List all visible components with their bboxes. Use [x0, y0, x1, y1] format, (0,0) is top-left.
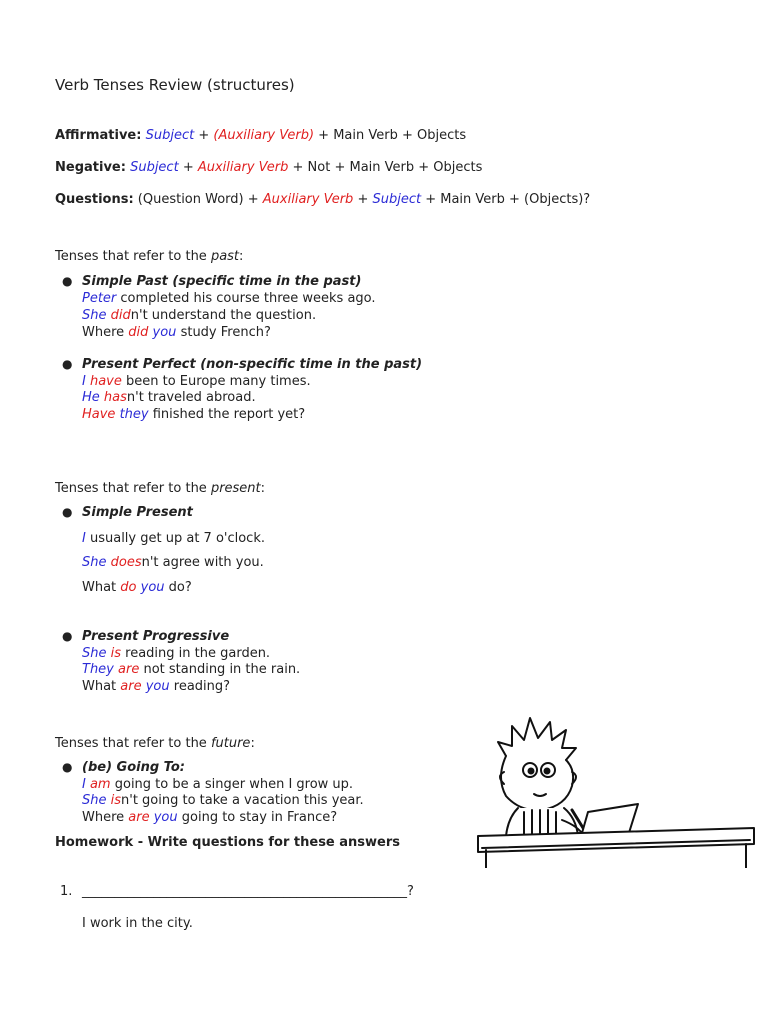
- simple-present-heading: Simple Present: [82, 505, 193, 520]
- intro-tense-word: present: [210, 481, 261, 496]
- example-question-word: What: [82, 679, 121, 694]
- negative-structure: [55, 159, 482, 176]
- example-auxiliary: are: [118, 662, 140, 677]
- answer-blank[interactable]: __________________________________________________?: [82, 884, 414, 899]
- head: [501, 756, 573, 810]
- present-progressive-heading: Present Progressive: [82, 629, 230, 644]
- subject-term: Subject: [145, 128, 195, 143]
- hair-spikes: [498, 718, 576, 760]
- example-sentence: [82, 645, 270, 662]
- subject-term: Subject: [372, 192, 422, 207]
- example-subject: you: [148, 325, 177, 340]
- example-sentence: [82, 554, 264, 571]
- question-number: 1.: [60, 884, 73, 899]
- example-rest: not standing in the rain.: [139, 662, 301, 677]
- example-auxiliary: have: [89, 374, 122, 389]
- future-intro: [55, 735, 255, 752]
- example-rest: study French?: [176, 325, 271, 340]
- intro-colon: :: [260, 481, 266, 496]
- questions-label: Questions:: [55, 192, 134, 207]
- example-rest: n't going to take a vacation this year.: [121, 793, 364, 808]
- going-to-heading: (be) Going To:: [82, 760, 185, 775]
- example-subject: you: [149, 810, 178, 825]
- negative-label: Negative:: [55, 160, 126, 175]
- homework-heading: Homework - Write questions for these answers: [55, 835, 401, 850]
- answer-text: I work in the city.: [82, 916, 193, 931]
- example-subject: She: [82, 308, 111, 323]
- past-intro: [55, 248, 243, 265]
- example-rest: n't understand the question.: [130, 308, 317, 323]
- example-subject: Peter: [82, 291, 117, 306]
- auxiliary-term: Auxiliary Verb: [262, 192, 354, 207]
- example-auxiliary: Have: [82, 407, 116, 422]
- example-auxiliary: did: [110, 308, 131, 323]
- example-sentence: [82, 792, 364, 809]
- example-subject: you: [136, 580, 165, 595]
- example-rest: reading?: [169, 679, 231, 694]
- example-rest: been to Europe many times.: [121, 374, 311, 389]
- intro-tense-word: future: [210, 736, 251, 751]
- example-auxiliary: did: [128, 325, 149, 340]
- example-subject: I: [82, 531, 86, 546]
- intro-text: Tenses that refer to the: [55, 736, 211, 751]
- example-sentence: [82, 678, 230, 695]
- bullet-icon: ●: [62, 505, 73, 519]
- boy-at-desk-illustration: [468, 708, 758, 868]
- example-sentence: [82, 324, 271, 341]
- example-rest: going to be a singer when I grow up.: [110, 777, 354, 792]
- example-question-word: What: [82, 580, 121, 595]
- present-intro: [55, 480, 265, 497]
- bullet-icon: ●: [62, 357, 73, 371]
- example-sentence: [82, 307, 316, 324]
- example-subject: He: [82, 390, 104, 405]
- example-rest: n't traveled abroad.: [126, 390, 256, 405]
- example-question-word: Where: [82, 325, 129, 340]
- plus-sign: +: [194, 128, 214, 143]
- example-sentence: [82, 661, 300, 678]
- example-rest: n't agree with you.: [141, 555, 264, 570]
- example-auxiliary: do: [120, 580, 137, 595]
- example-sentence: [82, 776, 353, 793]
- bullet-icon: ●: [62, 274, 73, 288]
- example-subject: They: [82, 662, 119, 677]
- plus-sign: +: [178, 160, 198, 175]
- example-subject: She: [82, 793, 111, 808]
- auxiliary-term: (Auxiliary Verb): [213, 128, 315, 143]
- example-sentence: [82, 579, 192, 596]
- example-auxiliary: does: [110, 555, 142, 570]
- example-rest: reading in the garden.: [121, 646, 271, 661]
- example-auxiliary: has: [103, 390, 127, 405]
- example-auxiliary: is: [110, 793, 122, 808]
- affirmative-label: Affirmative:: [55, 128, 142, 143]
- example-sentence: [82, 406, 305, 423]
- questions-structure: [55, 191, 590, 208]
- auxiliary-term: Auxiliary Verb: [197, 160, 289, 175]
- example-subject: She: [82, 646, 111, 661]
- example-auxiliary: are: [120, 679, 142, 694]
- subject-term: Subject: [130, 160, 179, 175]
- intro-text: Tenses that refer to the: [55, 249, 211, 264]
- example-subject: She: [82, 555, 111, 570]
- example-rest: usually get up at 7 o'clock.: [85, 531, 265, 546]
- example-subject: I: [82, 374, 90, 389]
- structure-rest: + Not + Main Verb + Objects: [288, 160, 483, 175]
- example-auxiliary: is: [110, 646, 122, 661]
- question-word-term: (Question Word) +: [133, 192, 263, 207]
- example-sentence: [82, 809, 337, 826]
- bullet-icon: ●: [62, 760, 73, 774]
- example-rest: do?: [164, 580, 192, 595]
- example-auxiliary: am: [89, 777, 111, 792]
- structure-rest: + Main Verb + Objects: [314, 128, 467, 143]
- intro-colon: :: [250, 736, 255, 751]
- example-subject: you: [141, 679, 170, 694]
- bullet-icon: ●: [62, 629, 73, 643]
- example-sentence: [82, 373, 311, 390]
- example-sentence: [82, 290, 376, 307]
- example-auxiliary: are: [128, 810, 150, 825]
- structure-rest: + Main Verb + (Objects)?: [421, 192, 591, 207]
- example-sentence: [82, 530, 265, 547]
- intro-colon: :: [239, 249, 244, 264]
- example-question-word: Where: [82, 810, 129, 825]
- simple-past-heading: Simple Past (specific time in the past): [82, 274, 362, 289]
- affirmative-structure: [55, 127, 466, 144]
- example-rest: going to stay in France?: [177, 810, 338, 825]
- intro-text: Tenses that refer to the: [55, 481, 211, 496]
- page-title: Verb Tenses Review (structures): [55, 76, 295, 94]
- example-subject: I: [82, 777, 90, 792]
- example-subject: they: [115, 407, 149, 422]
- plus-sign: +: [353, 192, 373, 207]
- example-sentence: [82, 389, 256, 406]
- example-rest: finished the report yet?: [148, 407, 306, 422]
- example-rest: completed his course three weeks ago.: [116, 291, 376, 306]
- present-perfect-heading: Present Perfect (non-specific time in the past): [82, 357, 423, 372]
- intro-tense-word: past: [210, 249, 240, 264]
